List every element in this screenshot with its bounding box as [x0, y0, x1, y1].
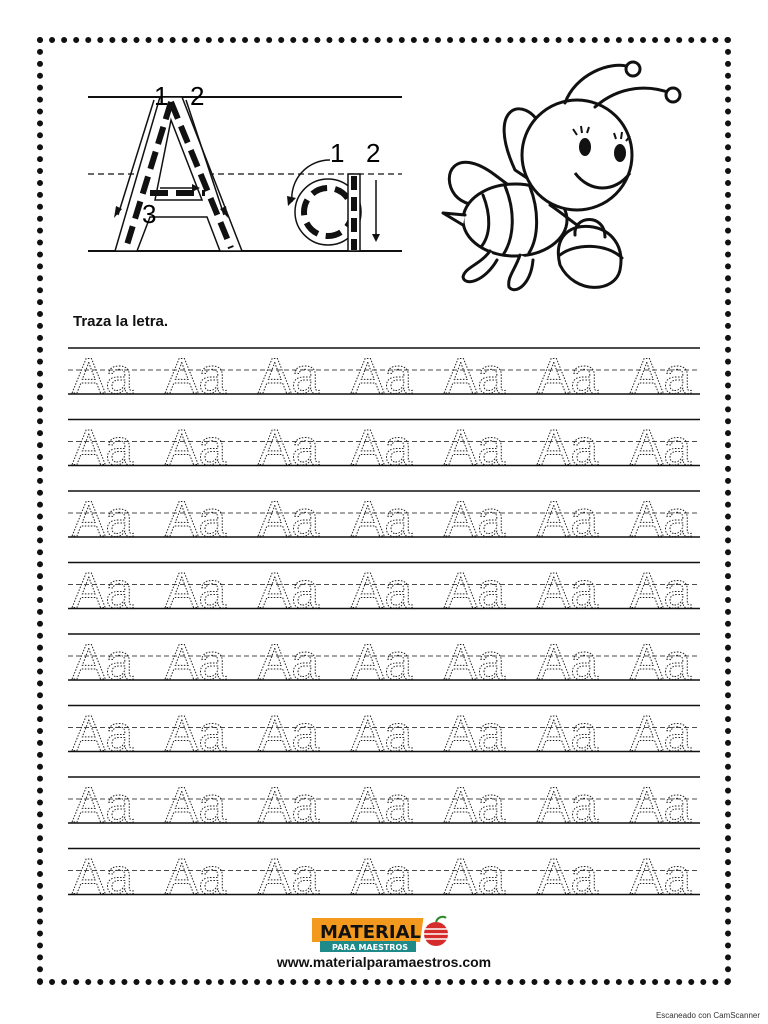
logo-text-top: MATERIAL [320, 922, 421, 943]
traceable-letters: Aa [444, 705, 506, 762]
traceable-letters: Aa [444, 348, 506, 404]
traceable-letters: Aa [351, 419, 413, 476]
traceable-letters: Aa [165, 491, 227, 547]
traceable-letters: Aa [165, 562, 227, 619]
traceable-letters: Aa [165, 634, 227, 690]
traceable-letters: Aa [72, 491, 134, 547]
letter-guide [80, 70, 410, 265]
traceable-letters: Aa [258, 491, 320, 547]
stroke-number-a2: 2 [366, 138, 381, 168]
scanner-watermark: Escaneado con CamScanner [655, 1011, 760, 1020]
traceable-letters: Aa [258, 848, 320, 900]
traceable-letters: Aa [258, 777, 320, 833]
logo-text-bottom: PARA MAESTROS [332, 943, 409, 952]
traceable-letters: Aa [537, 419, 599, 476]
traceable-letters: Aa [165, 705, 227, 762]
traceable-letters: Aa [351, 848, 413, 900]
traceable-letters: Aa [72, 348, 134, 404]
traceable-letters: Aa [258, 419, 320, 476]
instruction-text: Traza la letra. [73, 313, 169, 330]
traceable-letters: Aa [630, 634, 692, 690]
traceable-letters: Aa [537, 491, 599, 547]
traceable-letters: Aa [258, 562, 320, 619]
stroke-number-A1: 1 [154, 81, 169, 111]
traceable-letters: Aa [258, 348, 320, 404]
traceable-letters: Aa [258, 634, 320, 690]
traceable-letters: Aa [537, 705, 599, 762]
traceable-letters: Aa [630, 419, 692, 476]
traceable-letters: Aa [72, 562, 134, 619]
traceable-letters: Aa [537, 562, 599, 619]
stroke-number-a1: 1 [330, 138, 345, 168]
traceable-letters: Aa [444, 562, 506, 619]
traceable-letters: Aa [444, 777, 506, 833]
traceable-letters: Aa [72, 848, 134, 900]
traceable-letters: Aa [351, 634, 413, 690]
traceable-letters: Aa [351, 491, 413, 547]
traceable-letters: Aa [351, 705, 413, 762]
traceable-letters: Aa [444, 634, 506, 690]
traceable-letters: Aa [165, 419, 227, 476]
traceable-letters: Aa [72, 634, 134, 690]
tracing-practice-area [68, 340, 702, 900]
stroke-number-A2: 2 [190, 81, 205, 111]
traceable-letters: Aa [537, 348, 599, 404]
traceable-letters: Aa [351, 562, 413, 619]
traceable-letters: Aa [165, 348, 227, 404]
traceable-letters: Aa [630, 705, 692, 762]
website-url: www.materialparamaestros.com [276, 954, 492, 970]
traceable-letters: Aa [630, 777, 692, 833]
traceable-letters: Aa [630, 848, 692, 900]
traceable-letters: Aa [351, 348, 413, 404]
traceable-letters: Aa [165, 777, 227, 833]
traceable-letters: Aa [537, 777, 599, 833]
traceable-letters: Aa [537, 634, 599, 690]
stroke-number-A3: 3 [142, 199, 157, 229]
traceable-letters: Aa [444, 491, 506, 547]
traceable-letters: Aa [72, 419, 134, 476]
traceable-letters: Aa [258, 705, 320, 762]
traceable-letters: Aa [630, 348, 692, 404]
traceable-letters: Aa [72, 777, 134, 833]
traceable-letters: Aa [165, 848, 227, 900]
traceable-letters: Aa [537, 848, 599, 900]
traceable-letters: Aa [351, 777, 413, 833]
material-para-maestros-logo [312, 914, 452, 954]
traceable-letters: Aa [444, 848, 506, 900]
traceable-letters: Aa [444, 419, 506, 476]
traceable-letters: Aa [630, 562, 692, 619]
traceable-letters: Aa [72, 705, 134, 762]
traceable-letters: Aa [630, 491, 692, 547]
bee-illustration [435, 55, 685, 300]
